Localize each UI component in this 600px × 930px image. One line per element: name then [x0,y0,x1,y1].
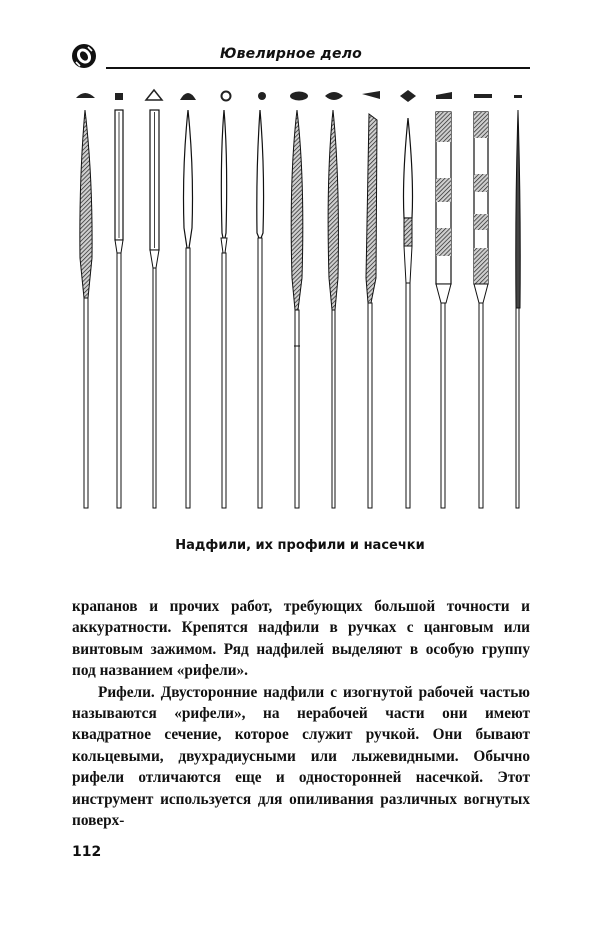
profile-oval-lens [325,92,343,100]
needle-file-round [221,110,227,508]
needle-files-figure [68,88,538,518]
paragraph-1: крапанов и прочих работ, требующих большой точности и аккуратности. Крепятся надфили в ручках с цанговым или винтовым зажимом. Ряд надфилей выделяют в особую группу под названием «рифели». [72,598,530,680]
profile-round-slim [258,92,266,100]
needle-files-illustration [68,88,538,518]
needle-file-needle [516,110,521,508]
profile-rhombic [400,90,416,102]
profile-needle [514,95,522,98]
profile-flat-banded-2 [474,94,492,98]
needle-file-oval [291,110,303,508]
needle-file-flat-banded-2 [474,112,488,508]
profile-flat-banded-1 [436,92,452,99]
figure-caption: Надфили, их профили и насечки [175,538,425,553]
profile-flat-pointed [76,93,95,98]
needle-file-half-round [184,110,193,508]
needle-file-oval-lens [328,110,338,508]
ring-gem-icon [70,42,98,70]
needle-file-square [115,110,123,508]
needle-file-rhombic [404,118,413,508]
needle-file-knife [366,114,377,508]
profile-round [222,92,231,101]
paragraph-2: Рифели. Двусторонние надфили с изогнутой рабочей частью называются «рифели», на нерабочей части они имеют квадратное сечение, которое служит ручкой. Они бывают кольцевыми, двухрадиусными или лыжевидными. Обычно рифели отличаются еще и односторонней насечкой. Этот инструмент используется для опиливания различных вогнутых поверх- [72,683,530,830]
profile-square [115,93,123,100]
profile-knife [362,91,380,99]
profiles-row [76,90,522,102]
running-header [70,40,530,74]
needle-file-flat-banded-1 [436,112,451,508]
header-rule [106,67,530,69]
needle-file-flat-pointed [80,110,92,508]
body-text [72,596,530,831]
needle-file-triangular [150,110,159,508]
needle-file-round-slim [257,110,264,508]
profile-oval [290,92,308,101]
profile-half-round [180,93,196,100]
profile-triangular [146,90,162,100]
page-number: 112 [72,844,102,860]
running-header-title: Ювелирное дело [219,46,362,62]
